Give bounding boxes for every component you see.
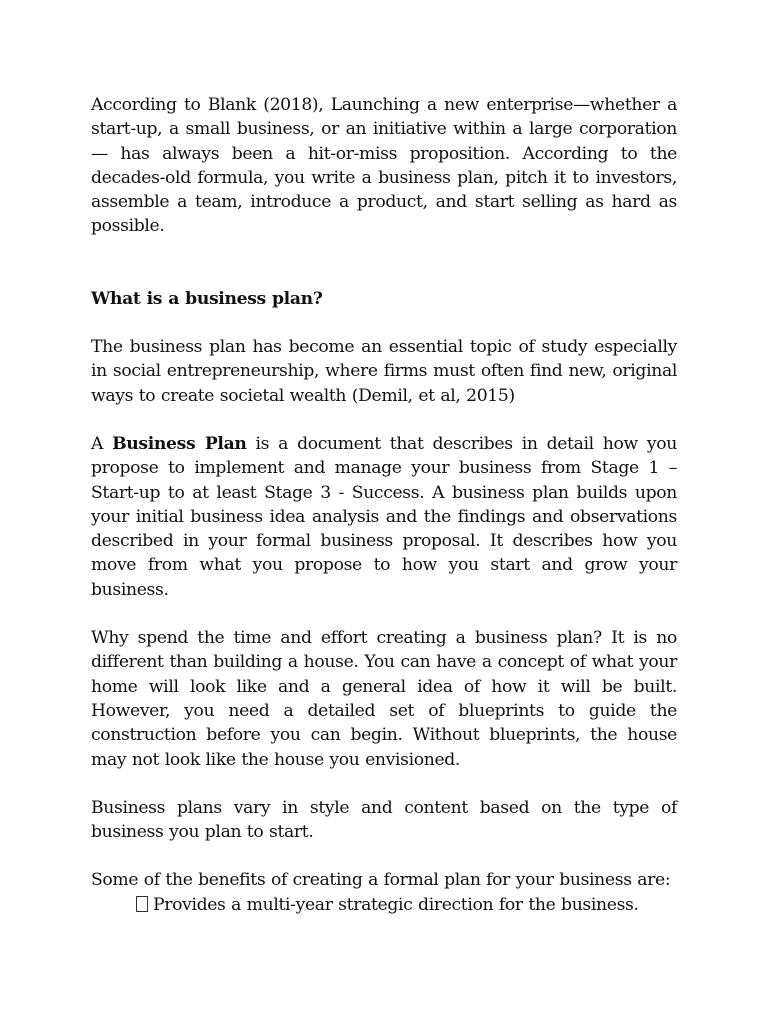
benefits-intro: Some of the benefits of creating a formal plan for your business are: xyxy=(91,870,671,891)
paragraph-plans-vary: Business plans vary in style and content based on the type of business you plan to start. xyxy=(91,797,677,843)
paragraph-business-plan-definition xyxy=(91,432,677,602)
benefit-text: Provides a multi-year strategic direction for the business. xyxy=(153,894,639,915)
paragraph-social-entrepreneurship: The business plan has become an essential topic of study especially in social entrepreneurship, where firms must often find new, original ways to create societal wealth (Demil, et al, 2015) xyxy=(91,337,677,406)
section-heading: What is a business plan? xyxy=(91,288,323,309)
document-page xyxy=(91,93,677,917)
missing-glyph-bullet-icon xyxy=(136,896,148,912)
benefits-list xyxy=(91,893,677,917)
paragraph-why-plan: Why spend the time and effort creating a business plan? It is no different than building a house. You can have a concept of what your home will look like and a general idea of how it will be built. However, you need a detailed set of blueprints to guide the construction before you can begin. Without blueprints, the house may not look like the house you envisioned. xyxy=(91,628,677,770)
business-plan-term: Business Plan xyxy=(112,433,247,454)
definition-lead: A xyxy=(91,433,113,454)
list-item xyxy=(91,893,677,917)
intro-paragraph: According to Blank (2018), Launching a new enterprise—whether a start-up, a small business, or an initiative within a large corporation — has always been a hit-or-miss proposition. According to the decades-old formula, you write a business plan, pitch it to investors, assemble a team, introduce a product, and start selling as hard as possible. xyxy=(91,95,677,237)
definition-body: is a document that describes in detail how you propose to implement and manage your business from Stage 1 – Start-up to at least Stage 3 - Success. A business plan builds upon your initial business idea analysis and the findings and observations described in your formal business proposal. It describes how you move from what you propose to how you start and grow your business. xyxy=(91,433,677,600)
